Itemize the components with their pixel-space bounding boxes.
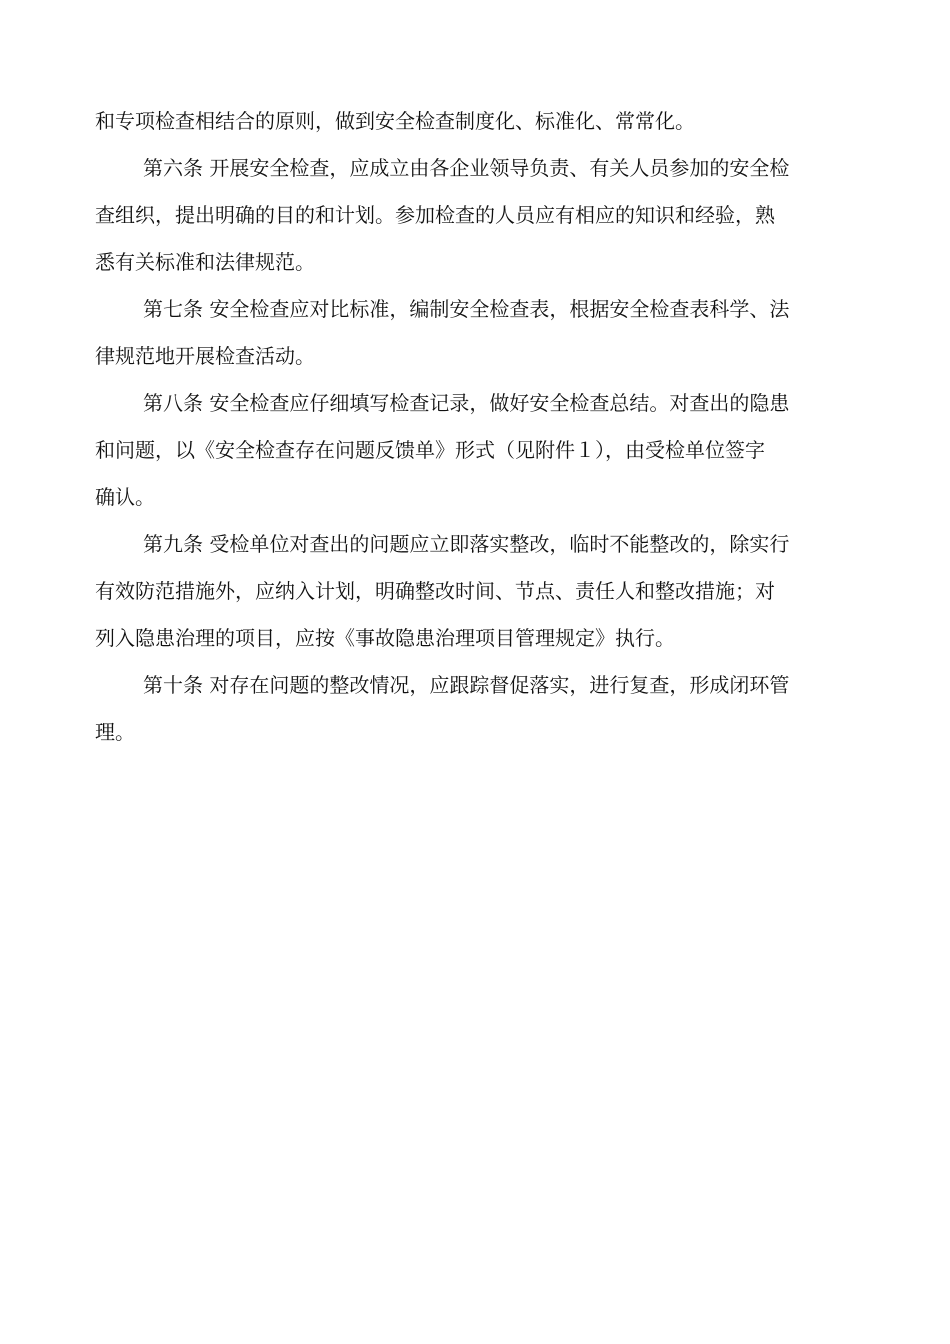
text-line: 理。 — [95, 720, 135, 744]
text-line: 有效防范措施外，应纳入计划，明确整改时间、节点、责任人和整改措施；对 — [95, 579, 775, 603]
text-line: 悉有关标准和法律规范。 — [95, 250, 315, 274]
document-body — [95, 98, 880, 756]
article-9 — [95, 521, 880, 662]
text-line: 和问题，以《安全检查存在问题反馈单》形式（见附件１），由受检单位签字 — [95, 438, 765, 462]
article-8 — [95, 380, 880, 521]
text-line: 和专项检查相结合的原则，做到安全检查制度化、标准化、常常化。 — [95, 109, 695, 133]
text-line: 第九条 受检单位对查出的问题应立即落实整改，临时不能整改的，除实行 — [143, 532, 790, 556]
text-line: 列入隐患治理的项目，应按《事故隐患治理项目管理规定》执行。 — [95, 626, 675, 650]
text-line: 第八条 安全检查应仔细填写检查记录，做好安全检查总结。对查出的隐患 — [143, 391, 790, 415]
text-line: 查组织，提出明确的目的和计划。参加检查的人员应有相应的知识和经验，熟 — [95, 203, 775, 227]
article-10 — [95, 662, 880, 756]
text-line: 第六条 开展安全检查，应成立由各企业领导负责、有关人员参加的安全检 — [143, 156, 790, 180]
article-7 — [95, 286, 880, 380]
text-line: 第十条 对存在问题的整改情况，应跟踪督促落实，进行复查，形成闭环管 — [143, 673, 790, 697]
text-line: 第七条 安全检查应对比标准，编制安全检查表，根据安全检查表科学、法 — [143, 297, 790, 321]
text-line: 律规范地开展检查活动。 — [95, 344, 315, 368]
paragraph-continuation — [95, 98, 880, 145]
text-line: 确认。 — [95, 485, 155, 509]
article-6 — [95, 145, 880, 286]
